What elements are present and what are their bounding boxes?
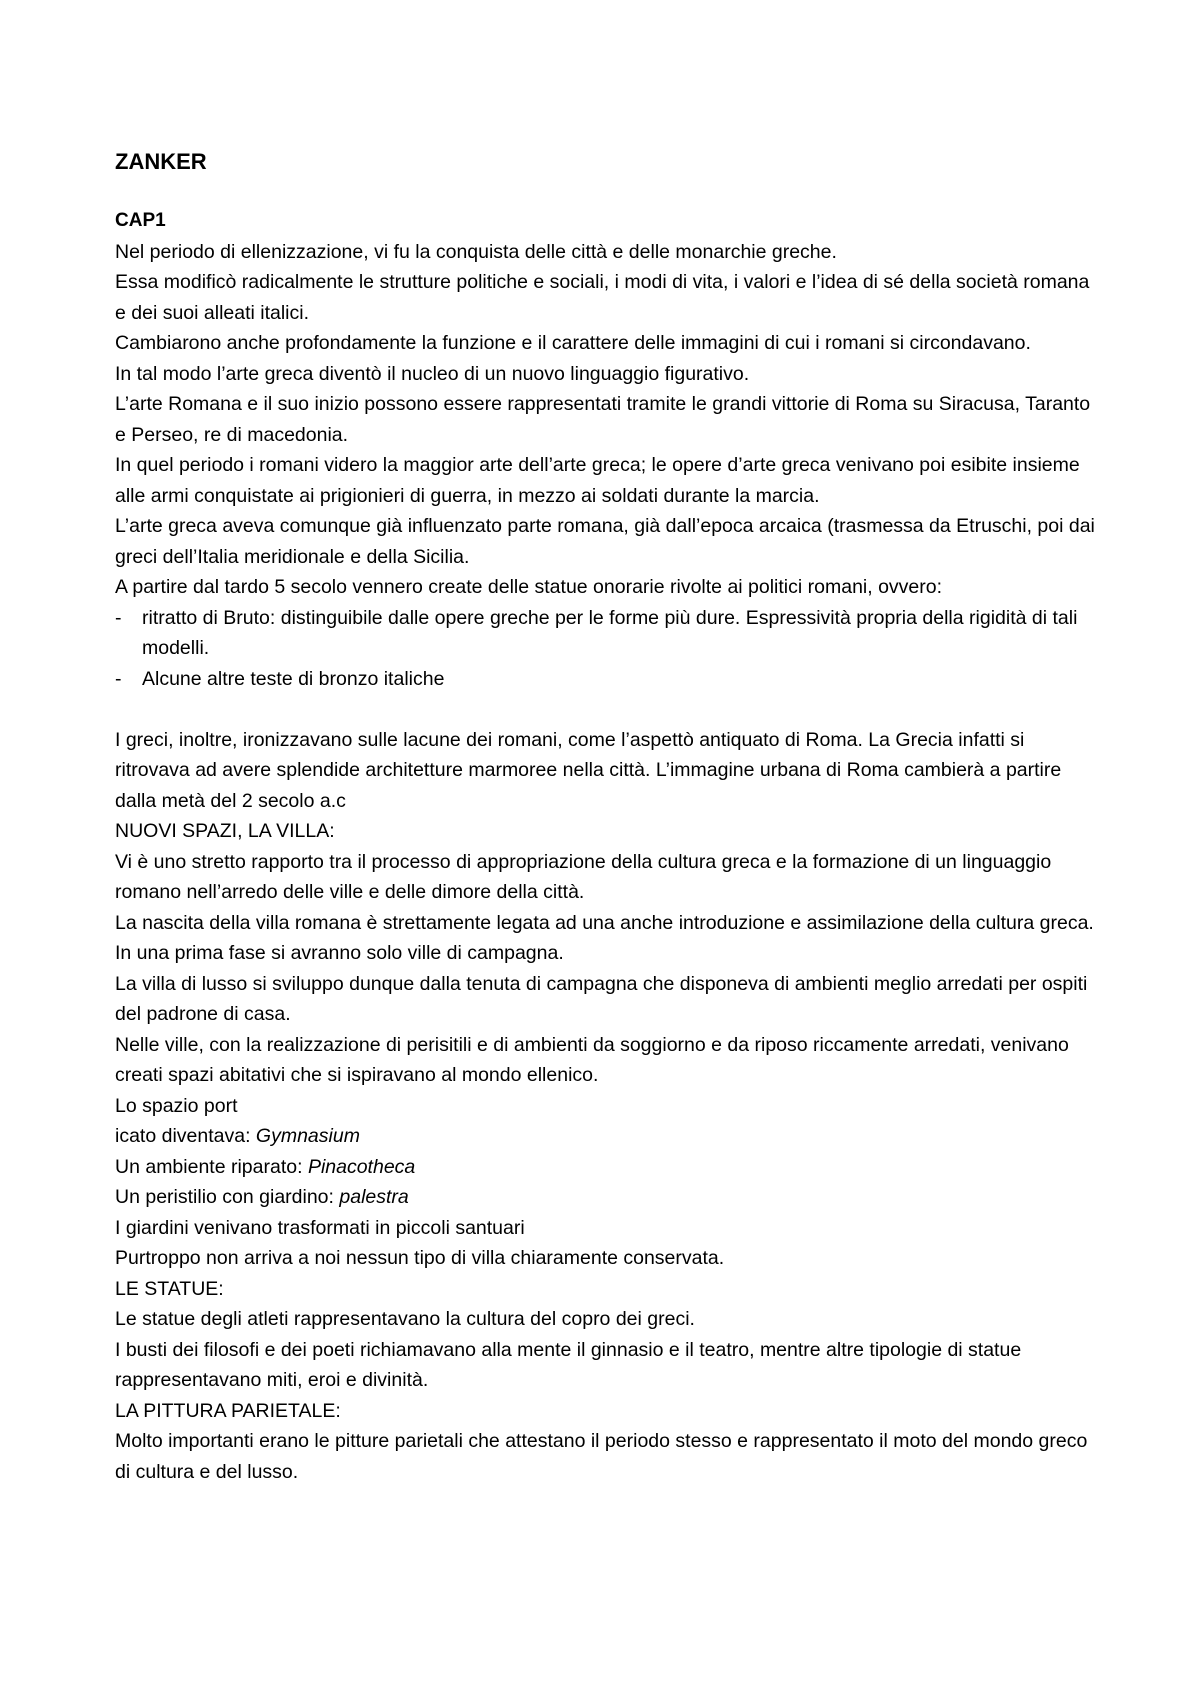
paragraph: Le statue degli atleti rappresentavano la cultura del copro dei greci.	[115, 1308, 695, 1330]
paragraph: Nelle ville, con la realizzazione di perisitili e di ambienti da soggiorno e da riposo riccamente arredati, venivano creati spazi abitativi che si ispiravano al mondo ellenico.	[115, 1033, 1069, 1086]
document-title: ZANKER	[115, 149, 207, 174]
paragraph: In tal modo l’arte greca diventò il nucleo di un nuovo linguaggio figurativo.	[115, 362, 750, 385]
term-italic: palestra	[339, 1186, 409, 1208]
paragraph: I busti dei filosofi e dei poeti richiamavano alla mente il ginnasio e il teatro, mentre altre tipologie di statue rappresentavano miti, eroi e divinità.	[115, 1338, 1022, 1391]
paragraph: I giardini venivano trasformati in piccoli santuari	[115, 1216, 525, 1239]
bullet-item	[115, 664, 1100, 695]
paragraph: Essa modificò radicalmente le strutture politiche e sociali, i modi di vita, i valori e l’idea di sé della società romana e dei suoi alleati italici.	[115, 271, 1090, 324]
bullet-marker: -	[115, 606, 122, 629]
paragraph: Nel periodo di ellenizzazione, vi fu la conquista delle città e delle monarchie greche.	[115, 240, 837, 263]
paragraph: La villa di lusso si sviluppo dunque dalla tenuta di campagna che disponeva di ambienti meglio arredati per ospiti del padrone di casa.	[115, 972, 1088, 1025]
term-italic: Gymnasium	[255, 1125, 360, 1147]
paragraph: I greci, inoltre, ironizzavano sulle lacune dei romani, come l’aspettò antiquato di Roma. La Grecia infatti si ritrovava ad avere splendide architetture marmoree nella città. L’immagine urbana di Roma cambierà a partire dalla metà del 2 secolo a.c	[115, 728, 1062, 812]
term-label: icato diventava:	[115, 1125, 256, 1147]
term-italic: Pinacotheca	[307, 1155, 416, 1178]
section-heading-villa: NUOVI SPAZI, LA VILLA:	[115, 820, 335, 842]
paragraph: In una prima fase si avranno solo ville di campagna.	[115, 942, 564, 964]
paragraph: La nascita della villa romana è strettamente legata ad una anche introduzione e assimilazione della cultura greca.	[115, 911, 1094, 934]
paragraph: Cambiarono anche profondamente la funzione e il carattere delle immagini di cui i romani si circondavano.	[115, 332, 1031, 354]
paragraph: Purtroppo non arriva a noi nessun tipo di villa chiaramente conservata.	[115, 1247, 725, 1269]
paragraph: A partire dal tardo 5 secolo vennero create delle statue onorarie rivolte ai politici romani, ovvero:	[115, 576, 943, 598]
term-label: Un ambiente riparato:	[115, 1155, 308, 1178]
bullet-text: Alcune altre teste di bronzo italiche	[142, 667, 445, 690]
paragraph: L’arte greca aveva comunque già influenzato parte romana, già dall’epoca arcaica (trasmessa da Etruschi, poi dai greci dell’Italia meridionale e della Sicilia.	[115, 515, 1095, 568]
document-body	[115, 206, 1100, 1487]
bullet-list	[115, 603, 1100, 695]
bullet-item	[115, 603, 1100, 664]
paragraph: Lo spazio port	[115, 1094, 238, 1117]
term-line	[115, 1152, 1100, 1183]
paragraph: L’arte Romana e il suo inizio possono essere rappresentati tramite le grandi vittorie di Roma su Siracusa, Taranto e Perseo, re di macedonia.	[115, 393, 1091, 446]
paragraph: Molto importanti erano le pitture parietali che attestano il periodo stesso e rappresentato il moto del mondo greco di cultura e del lusso.	[115, 1430, 1088, 1483]
paragraph: Vi è uno stretto rapporto tra il processo di appropriazione della cultura greca e la formazione di un linguaggio romano nell’arredo delle ville e delle dimore della città.	[115, 850, 1052, 903]
term-label: Un peristilio con giardino:	[115, 1186, 340, 1208]
blank-line	[115, 694, 1100, 725]
bullet-marker: -	[115, 667, 122, 690]
chapter-heading: CAP1	[115, 210, 166, 231]
bullet-text: ritratto di Bruto: distinguibile dalle opere greche per le forme più dure. Espressività propria della rigidità di tali modelli.	[142, 606, 1078, 659]
section-heading-pittura: LA PITTURA PARIETALE:	[115, 1399, 341, 1422]
term-line	[115, 1121, 1100, 1152]
section-heading-statue: LE STATUE:	[115, 1277, 224, 1300]
term-line	[115, 1182, 1100, 1213]
paragraph: In quel periodo i romani videro la maggior arte dell’arte greca; le opere d’arte greca venivano poi esibite insieme alle armi conquistate ai prigionieri di guerra, in mezzo ai soldati durante la marcia.	[115, 454, 1080, 507]
